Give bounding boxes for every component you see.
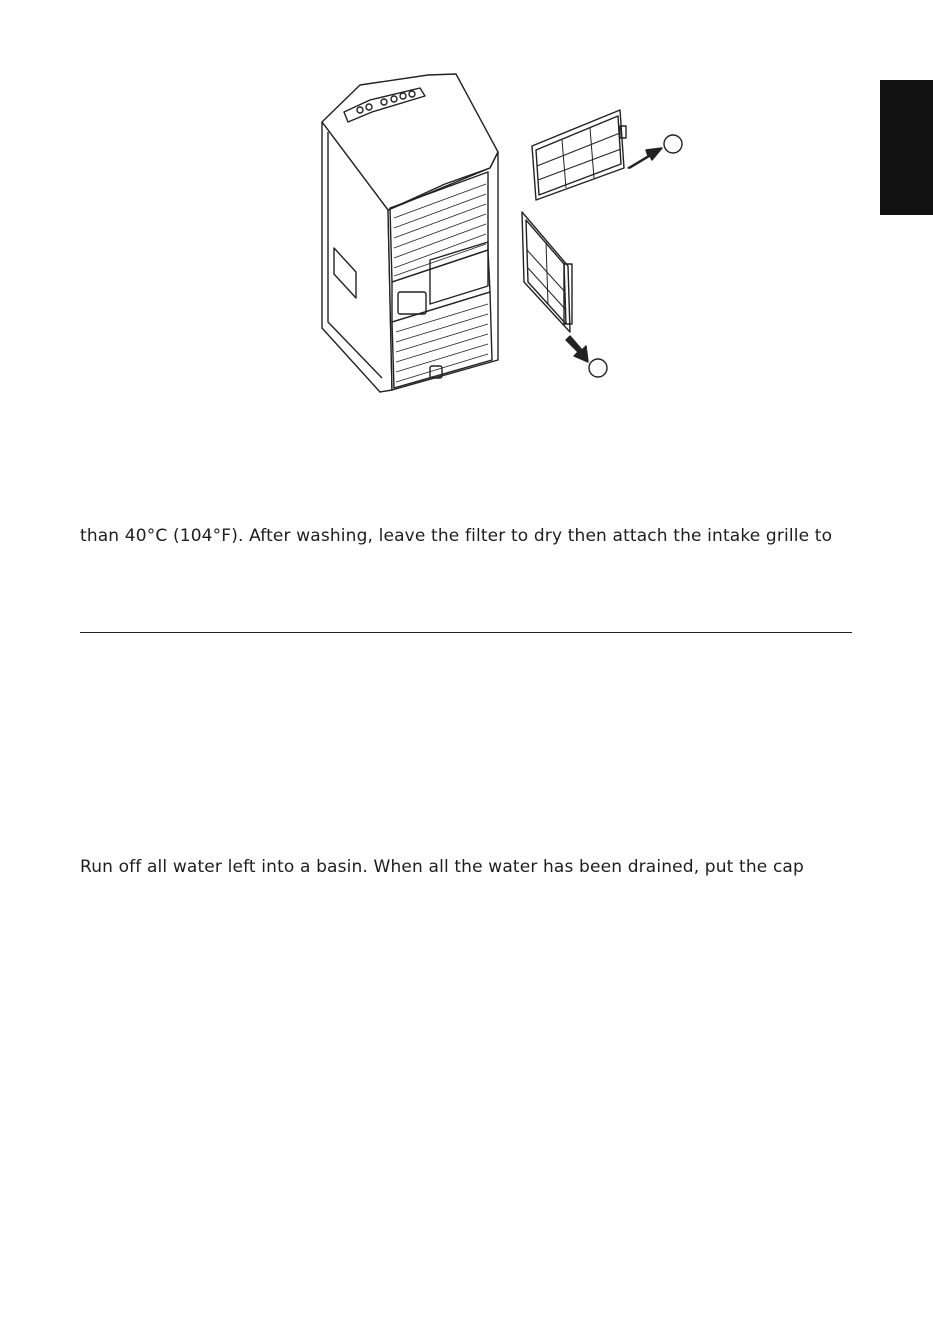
arrow-down-right-icon bbox=[566, 336, 588, 362]
lower-filter bbox=[522, 212, 572, 332]
section-divider bbox=[80, 632, 852, 633]
callout-circle-2 bbox=[589, 359, 607, 377]
callout-circle-1 bbox=[664, 135, 682, 153]
drain-water-text: Run off all water left into a basin. When all the water has been drained, put the cap bbox=[80, 857, 804, 877]
language-tab bbox=[880, 80, 933, 215]
upper-filter bbox=[532, 110, 626, 200]
filter-wash-text: than 40°C (104°F). After washing, leave the filter to dry then attach the intake grille to bbox=[80, 526, 833, 546]
arrow-up-right-icon bbox=[628, 148, 662, 168]
filter-removal-illustration bbox=[300, 60, 720, 405]
air-conditioner-unit bbox=[322, 74, 498, 392]
